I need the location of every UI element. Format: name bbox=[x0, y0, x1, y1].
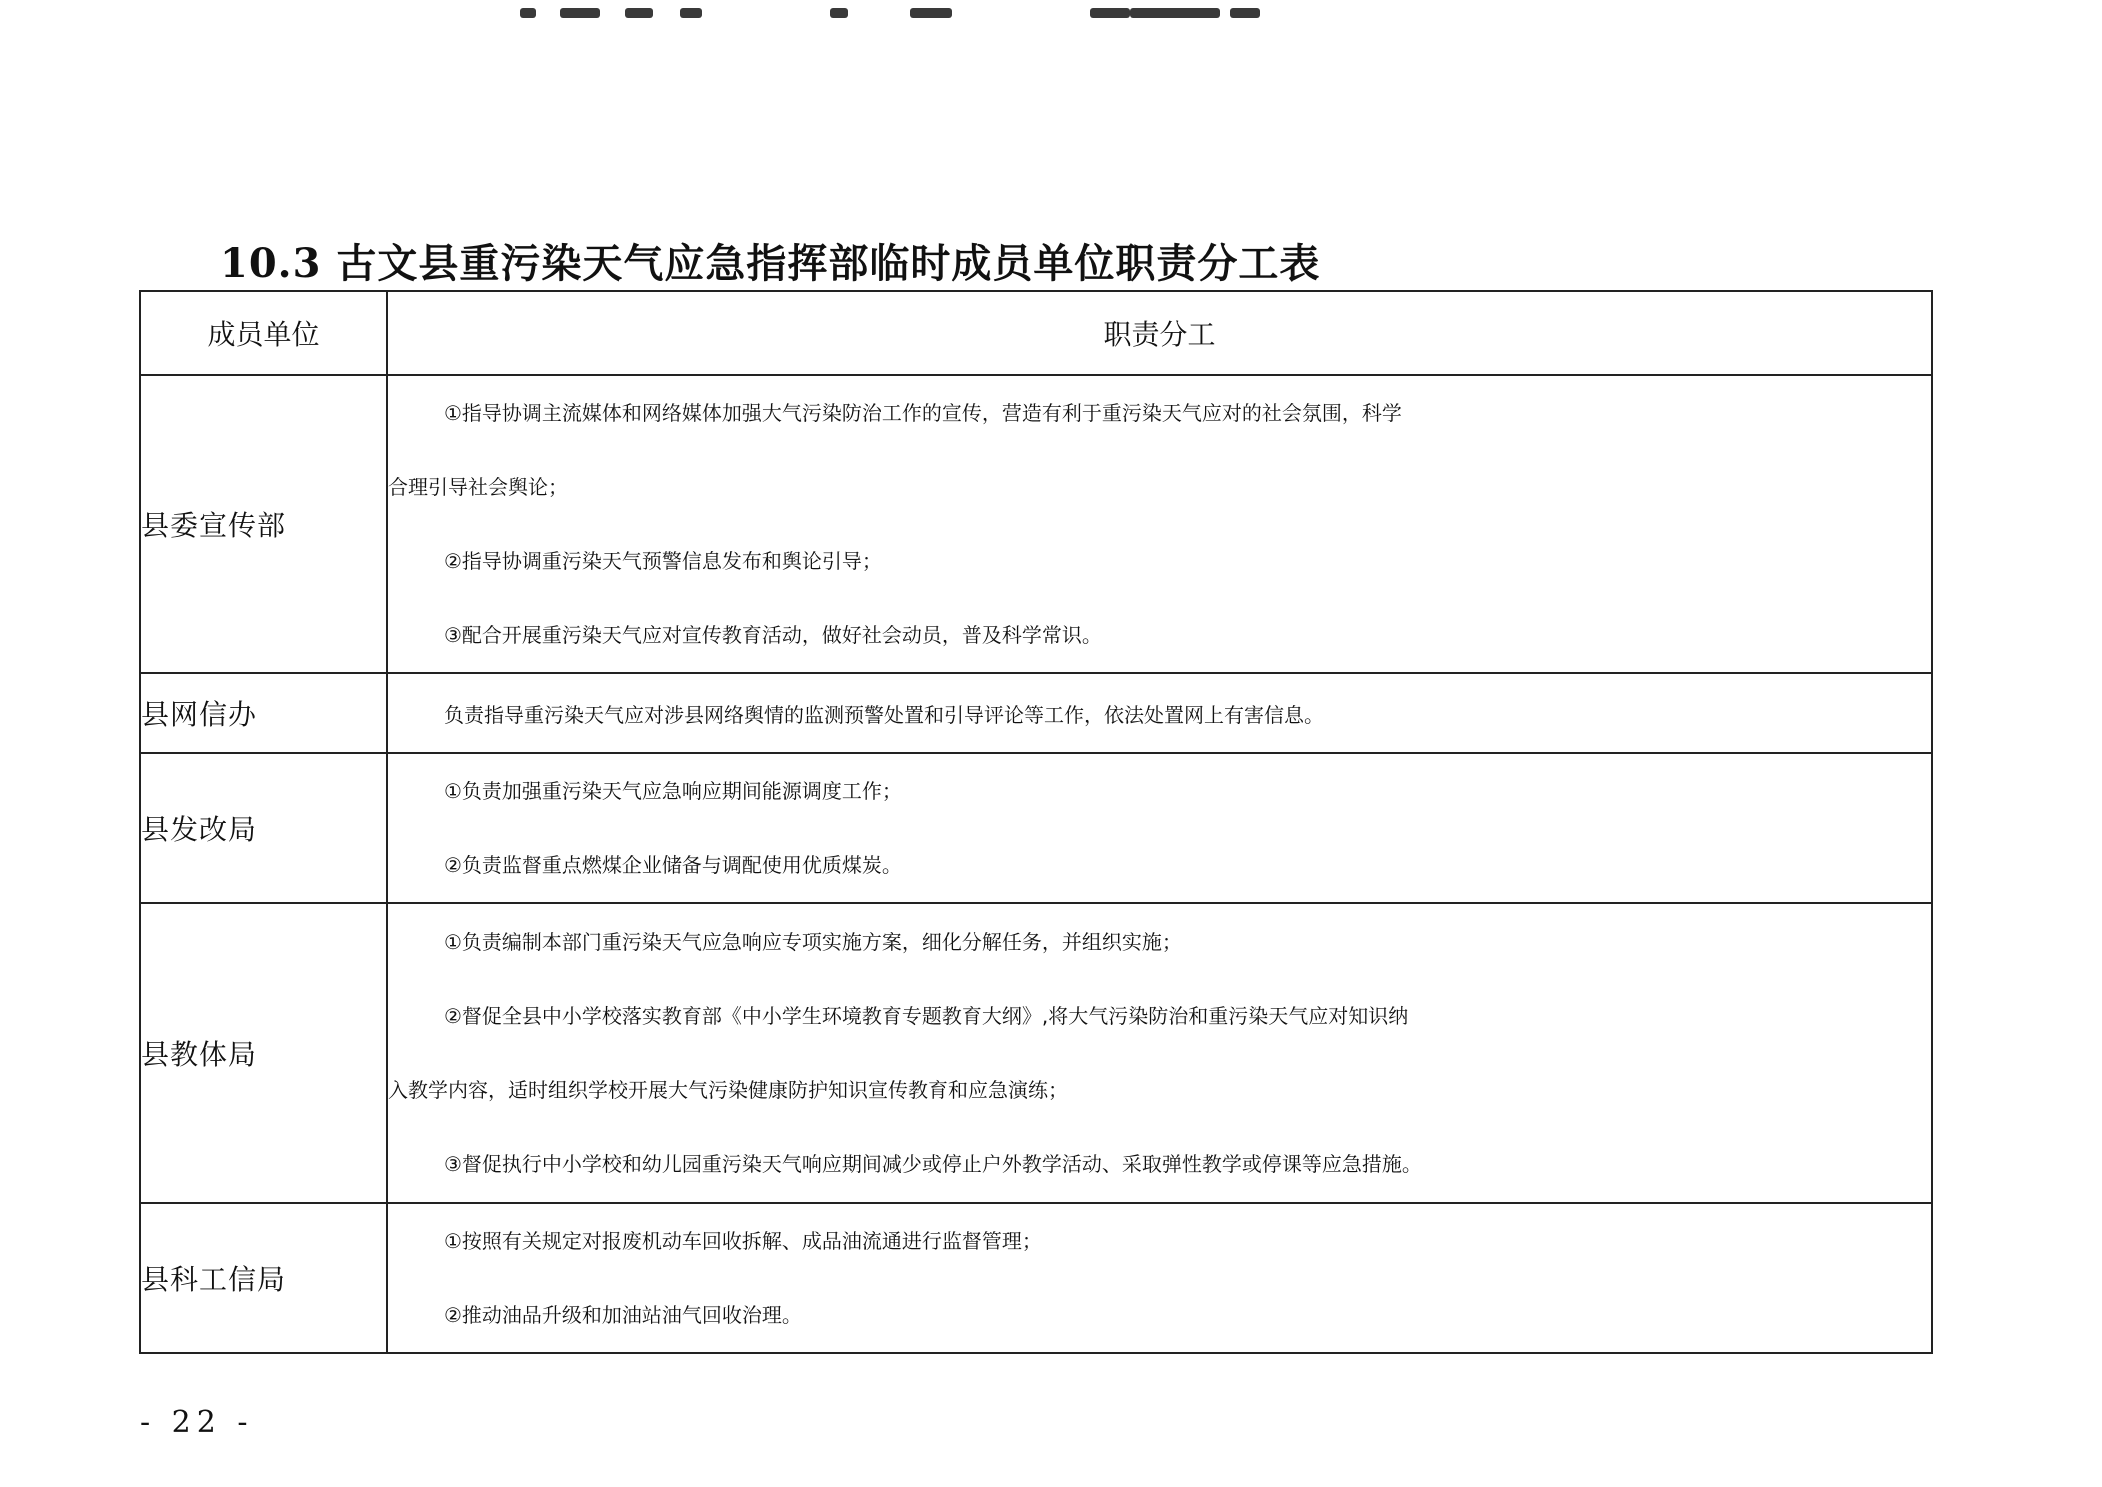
duty-line: 入教学内容，适时组织学校开展大气污染健康防护知识宣传教育和应急演练； bbox=[388, 1078, 1068, 1102]
duty-line: ③督促执行中小学校和幼儿园重污染天气响应期间减少或停止户外教学活动、采取弹性教学或停课等应急措施。 bbox=[444, 1152, 1422, 1176]
duty-line: ②督促全县中小学校落实教育部《中小学生环境教育专题教育大纲》,将大气污染防治和重污染天气应对知识纳 bbox=[444, 1004, 1409, 1028]
unit-cell: 县委宣传部 bbox=[140, 375, 387, 673]
page-number: - 22 - bbox=[140, 1405, 254, 1440]
duty-cell bbox=[387, 1203, 1932, 1353]
duty-cell bbox=[387, 903, 1932, 1203]
page-title: 10.3 古文县重污染天气应急指挥部临时成员单位职责分工表 bbox=[220, 240, 1321, 287]
table-row bbox=[140, 1203, 1932, 1353]
table-row bbox=[140, 903, 1932, 1203]
duty-line: ②推动油品升级和加油站油气回收治理。 bbox=[444, 1303, 802, 1327]
duty-table bbox=[139, 290, 1933, 1354]
duty-line: ①负责加强重污染天气应急响应期间能源调度工作； bbox=[444, 779, 902, 803]
unit-cell: 县发改局 bbox=[140, 753, 387, 903]
table-header-row bbox=[140, 291, 1932, 375]
unit-cell: 县教体局 bbox=[140, 903, 387, 1203]
duty-line: ①指导协调主流媒体和网络媒体加强大气污染防治工作的宣传，营造有利于重污染天气应对的社会氛围，科学 bbox=[444, 401, 1402, 425]
duty-line: 合理引导社会舆论； bbox=[388, 475, 568, 499]
duty-line: ①按照有关规定对报废机动车回收拆解、成品油流通进行监督管理； bbox=[444, 1229, 1042, 1253]
header-unit: 成员单位 bbox=[140, 291, 387, 375]
duty-line: ③配合开展重污染天气应对宣传教育活动，做好社会动员，普及科学常识。 bbox=[444, 623, 1102, 647]
header-duty: 职责分工 bbox=[387, 291, 1932, 375]
table-row bbox=[140, 753, 1932, 903]
scan-artifact bbox=[230, 0, 1430, 26]
unit-cell: 县网信办 bbox=[140, 673, 387, 753]
table-row bbox=[140, 673, 1932, 753]
duty-line: ②负责监督重点燃煤企业储备与调配使用优质煤炭。 bbox=[444, 853, 902, 877]
duty-line: ②指导协调重污染天气预警信息发布和舆论引导； bbox=[444, 549, 882, 573]
duty-line: 负责指导重污染天气应对涉县网络舆情的监测预警处置和引导评论等工作，依法处置网上有害信息。 bbox=[444, 703, 1324, 727]
duty-cell bbox=[387, 673, 1932, 753]
table-row bbox=[140, 375, 1932, 673]
duty-cell bbox=[387, 375, 1932, 673]
duty-cell bbox=[387, 753, 1932, 903]
unit-cell: 县科工信局 bbox=[140, 1203, 387, 1353]
duty-line: ①负责编制本部门重污染天气应急响应专项实施方案，细化分解任务，并组织实施； bbox=[444, 930, 1182, 954]
